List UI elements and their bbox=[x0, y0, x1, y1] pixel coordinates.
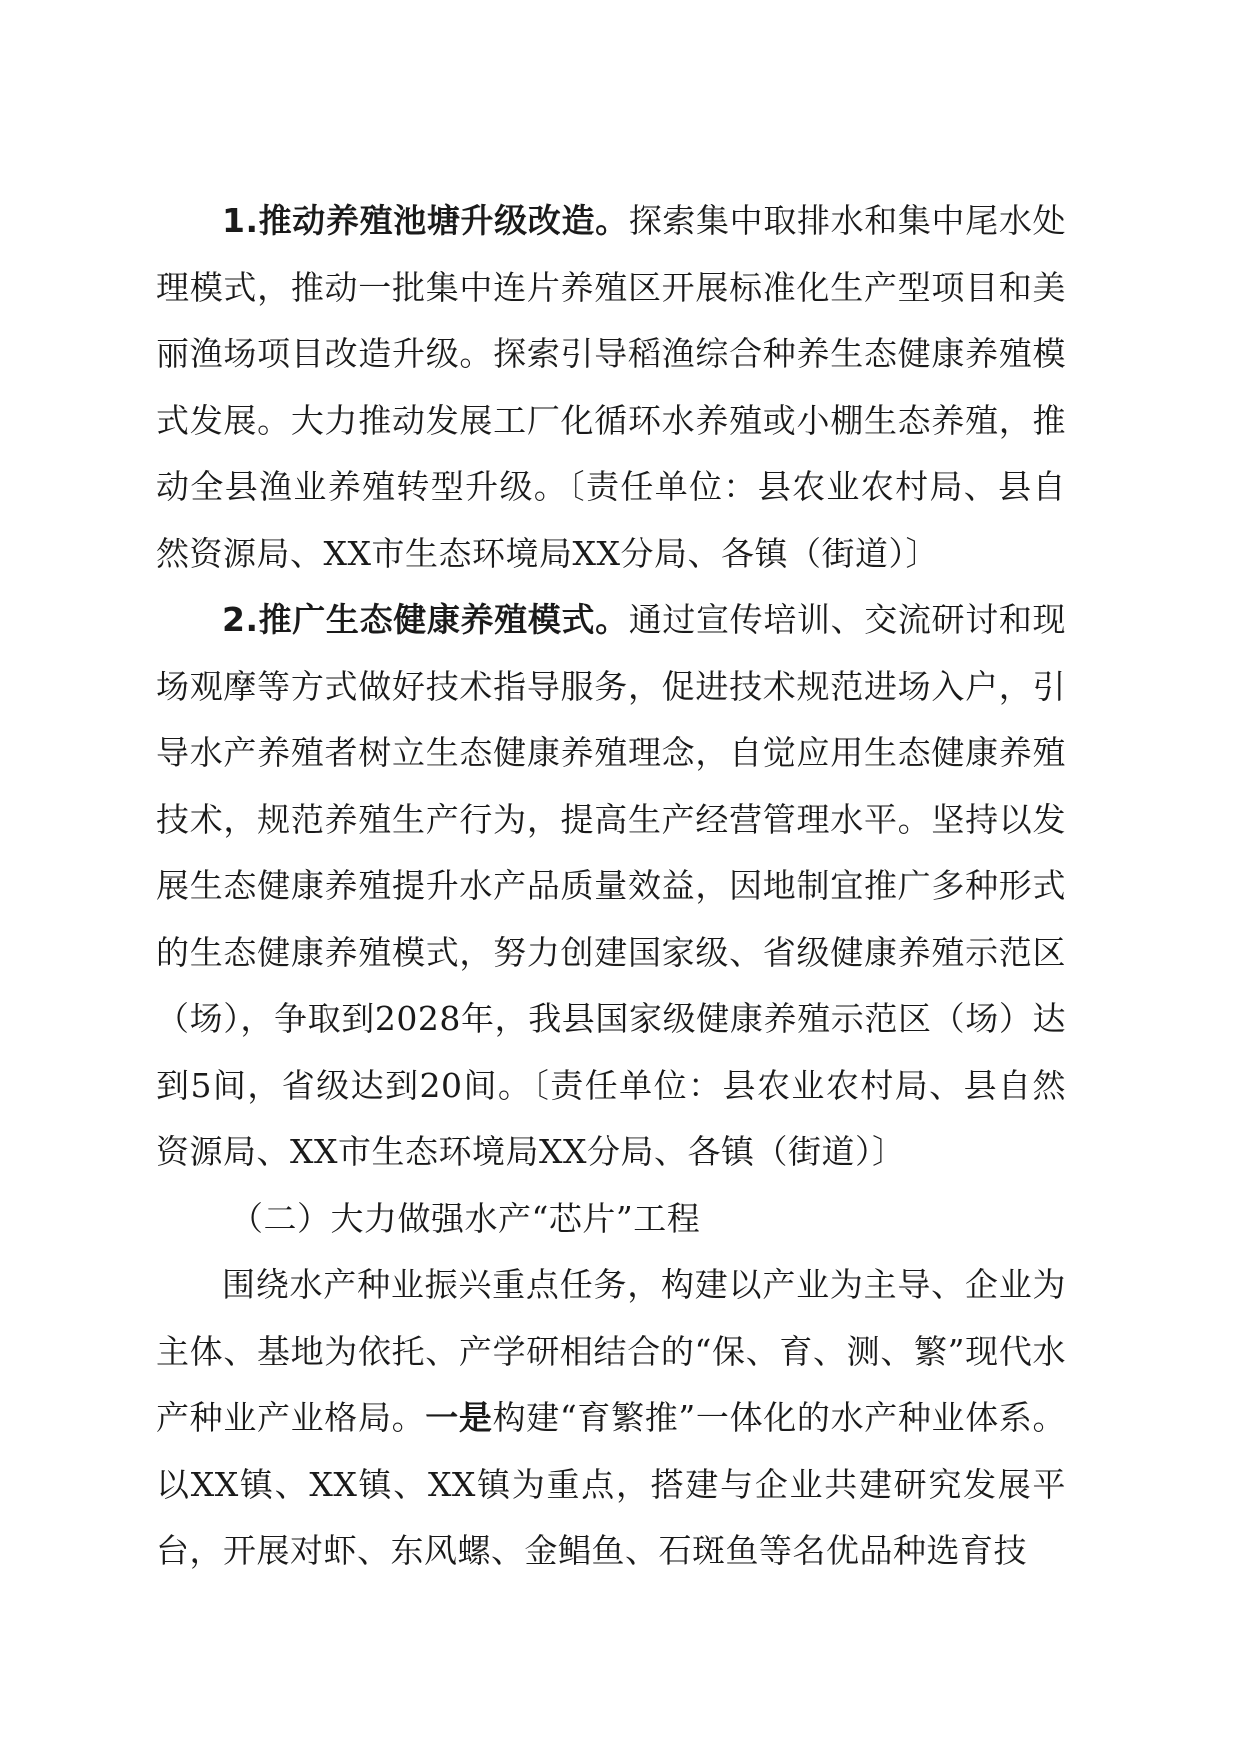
paragraph-lead-heading: 1.推动养殖池塘升级改造。 bbox=[222, 201, 629, 240]
paragraph-text: 围绕水产种业振兴重点任务，构建以产业为主导、企业为主体、基地为依托、产学研相结合的“保、育、测、繁”现代水产种业产业格局。 bbox=[156, 1265, 1066, 1437]
document-body bbox=[156, 188, 1066, 1585]
paragraph-eco-farming bbox=[156, 587, 1066, 1186]
paragraph-emphasis: 一是 bbox=[425, 1398, 493, 1437]
paragraph-pond-upgrade bbox=[156, 188, 1066, 587]
paragraph-text: 通过宣传培训、交流研讨和现场观摩等方式做好技术指导服务，促进技术规范进场入户，引导水产养殖者树立生态健康养殖理念，自觉应用生态健康养殖技术，规范养殖生产行为，提高生产经营管理水平。坚持以发展生态健康养殖提升水产品质量效益，因地制宜推广多种形式的生态健康养殖模式，努力创建国家级、省级健康养殖示范区（场），争取到2028年，我县国家级健康养殖示范区（场）达到5间，省级达到20间。〔责任单位：县农业农村局、县自然资源局、XX市生态环境局XX分局、各镇（街道）〕 bbox=[156, 600, 1067, 1171]
section-subheading: （二）大力做强水产“芯片”工程 bbox=[230, 1198, 701, 1238]
paragraph-text: 构建“育繁推”一体化的水产种业体系。以XX镇、XX镇、XX镇为重点，搭建与企业共建研究发展平台，开展对虾、东风螺、金鲳鱼、石斑鱼等名优品种选育技 bbox=[156, 1398, 1067, 1570]
paragraph-text: 探索集中取排水和集中尾水处理模式，推动一批集中连片养殖区开展标准化生产型项目和美丽渔场项目改造升级。探索引导稻渔综合种养生态健康养殖模式发展。大力推动发展工厂化循环水养殖或小棚生态养殖，推动全县渔业养殖转型升级。〔责任单位：县农业农村局、县自然资源局、XX市生态环境局XX分局、各镇（街道）〕 bbox=[156, 201, 1067, 573]
paragraph-lead-heading: 2.推广生态健康养殖模式。 bbox=[222, 600, 629, 639]
paragraph-seed-industry bbox=[156, 1252, 1066, 1585]
